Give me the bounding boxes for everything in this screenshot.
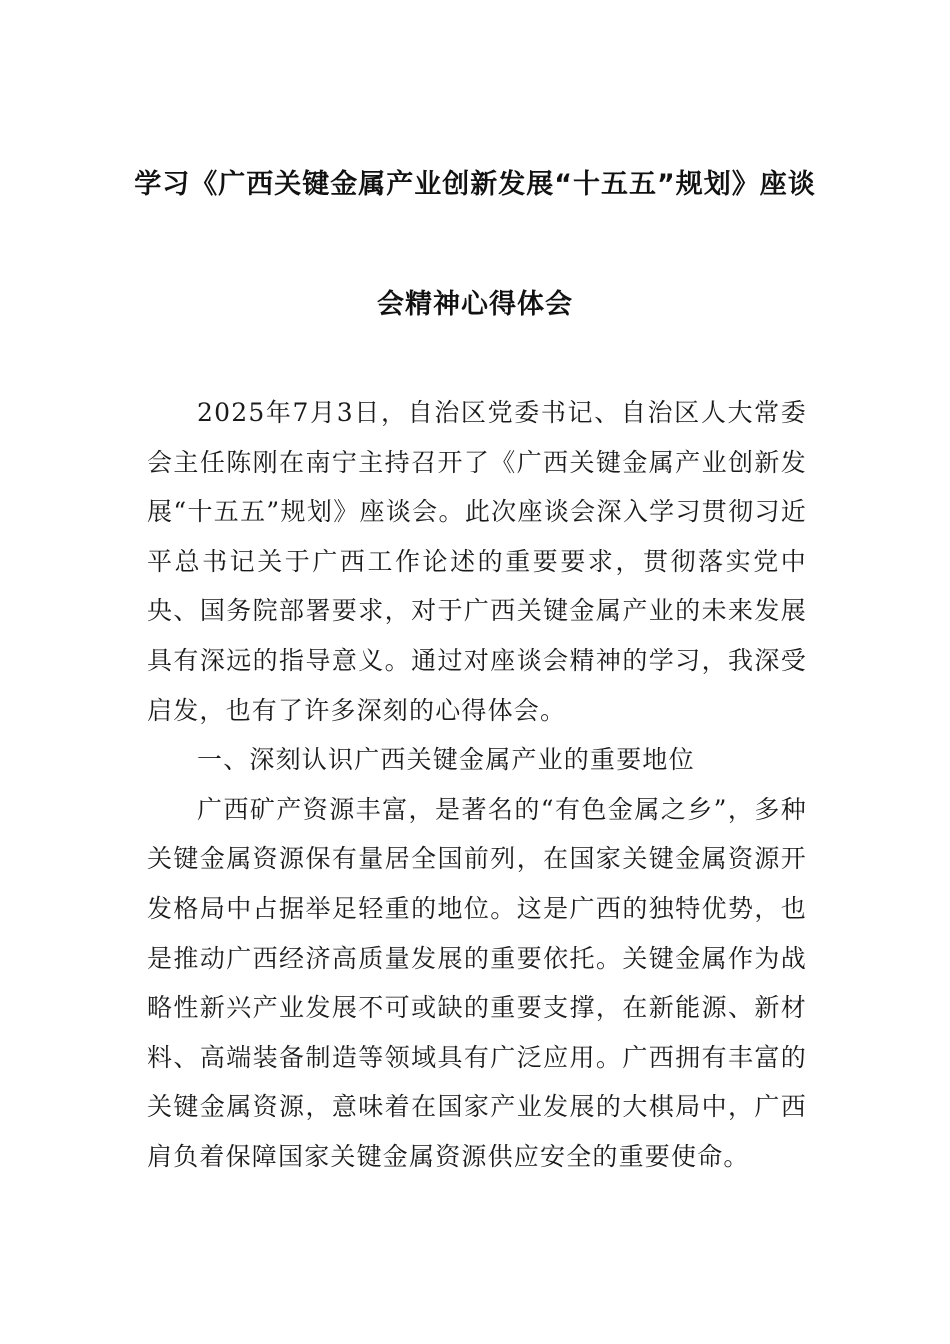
document-title-line-2: 会精神心得体会 [377, 289, 573, 320]
document-body [147, 388, 807, 1182]
paragraph-section-1: 广西矿产资源丰富，是著名的“有色金属之乡”，多种关键金属资源保有量居全国前列，在国家关键金属资源开发格局中占据举足轻重的地位。这是广西的独特优势，也是推动广西经济高质量发展的重要依托。关键金属作为战略性新兴产业发展不可或缺的重要支撑，在新能源、新材料、高端装备制造等领域具有广泛应用。广西拥有丰富的关键金属资源，意味着在国家产业发展的大棋局中，广西肩负着保障国家关键金属资源供应安全的重要使命。 [147, 794, 807, 1171]
section-heading-1: 一、深刻认识广西关键金属产业的重要地位 [197, 745, 695, 775]
paragraph-intro: 2025年7月3日，自治区党委书记、自治区人大常委会主任陈刚在南宁主持召开了《广西关键金属产业创新发展“十五五”规划》座谈会。此次座谈会深入学习贯彻习近平总书记关于广西工作论述的重要要求，贯彻落实党中央、国务院部署要求，对于广西关键金属产业的未来发展具有深远的指导意义。通过对座谈会精神的学习，我深受启发，也有了许多深刻的心得体会。 [147, 398, 807, 725]
document-title-line-1: 学习《广西关键金属产业创新发展“十五五”规划》座谈 [134, 169, 816, 200]
